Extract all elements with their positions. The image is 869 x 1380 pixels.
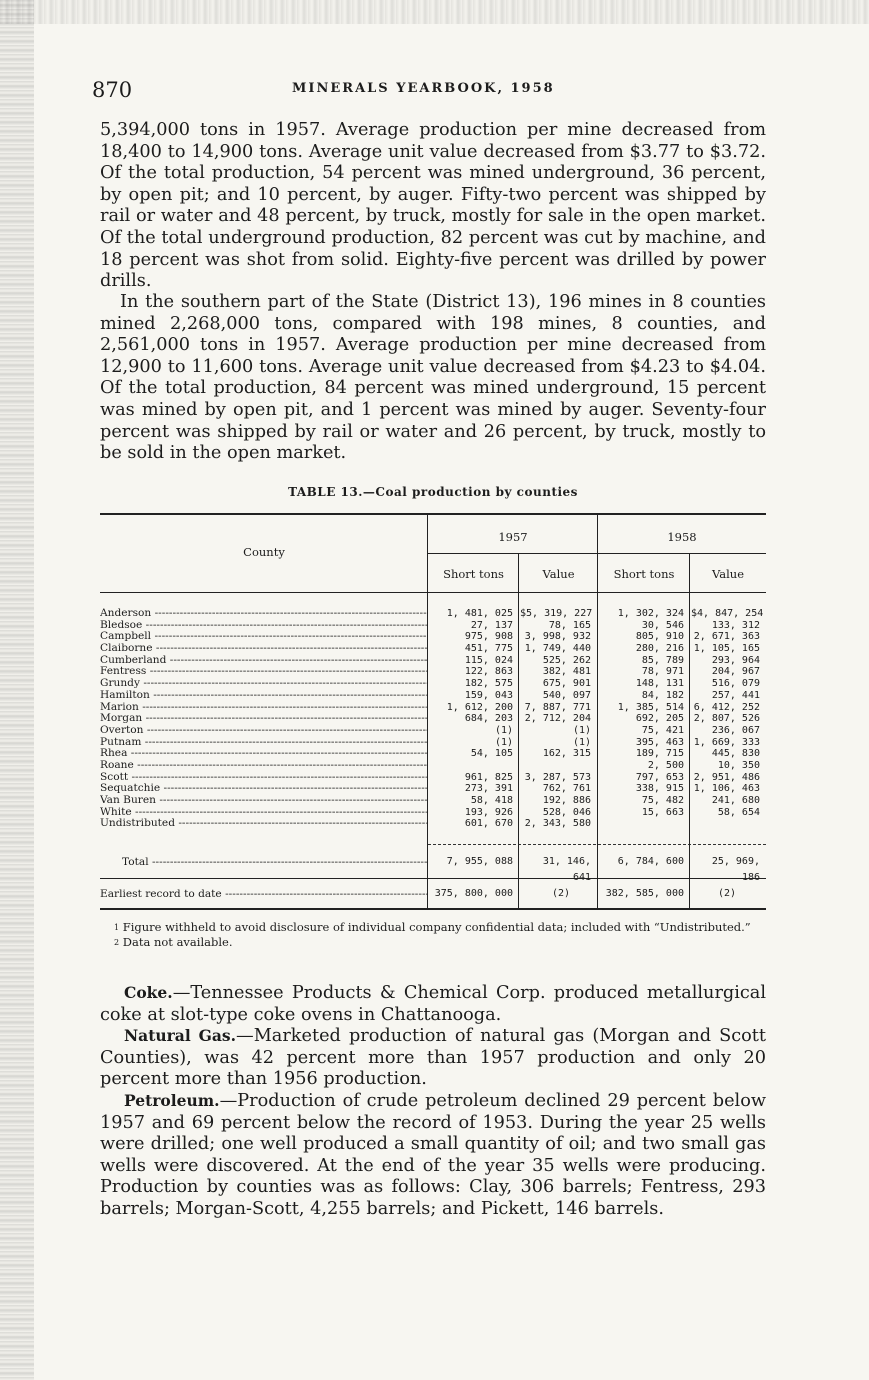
- value-1957-cell: 192, 886: [542, 795, 591, 806]
- petroleum-heading: Petroleum.: [124, 1091, 220, 1110]
- value-1958-cell: 10, 350: [717, 759, 760, 771]
- natural-gas-text: —Marketed production of natural gas (Morgan and Scott Counties), was 42 percent more than 1957 production and only 20 percent more than 1956 production.: [100, 1026, 767, 1090]
- value-1958-cell: 236, 067: [711, 724, 760, 736]
- value-1957-cell: 675, 901: [542, 678, 591, 690]
- coke-heading: Coke.: [124, 983, 173, 1002]
- short-tons-1958-header: Short tons: [613, 567, 675, 581]
- footnote-2-text: Data not available.: [122, 935, 233, 949]
- value-1957-cell: $5, 319, 227: [520, 608, 593, 619]
- county-name: Campbell -----: [100, 631, 428, 643]
- short-tons-1958-cell: 2, 500: [647, 759, 684, 771]
- value-1957-cell: [520, 760, 591, 772]
- short-tons-1957-cell: 975, 908: [464, 631, 513, 643]
- county-header: County: [243, 545, 285, 559]
- value-1958-cell: 1, 105, 165: [693, 643, 760, 655]
- footnote-2-mark: 2: [114, 938, 120, 947]
- footnote-1-mark: 1: [114, 923, 120, 932]
- short-tons-1957-cell: 684, 203: [464, 713, 513, 725]
- coke-paragraph: [100, 982, 766, 1026]
- county-name: Fentress -----: [100, 666, 428, 678]
- value-1957-cell: 540, 097: [542, 689, 591, 701]
- value-1958-cell: 241, 680: [711, 795, 760, 806]
- column-rule-4: [689, 554, 690, 910]
- year-1958-header: 1958: [667, 530, 697, 544]
- value-1958-cell: [691, 818, 760, 830]
- short-tons-1958-cell: 797, 653: [635, 771, 684, 783]
- footnote-2: [100, 935, 766, 950]
- value-1957-cell: 528, 046: [542, 806, 591, 818]
- short-tons-1957-cell: 159, 043: [464, 689, 513, 701]
- value-1957-cell: 7, 887, 771: [524, 701, 591, 713]
- short-tons-1957-cell: 961, 825: [464, 771, 513, 783]
- table-top-rule: [100, 513, 766, 515]
- value-1957-cell: 3, 287, 573: [524, 771, 591, 783]
- page-header: [92, 78, 772, 102]
- value-1957-cell: (1): [572, 724, 591, 736]
- value-1957-column: [520, 608, 591, 830]
- value-1957-cell: 2, 343, 580: [524, 818, 591, 830]
- short-tons-1957-cell: 451, 775: [464, 643, 513, 655]
- county-name: Hamilton -----: [100, 690, 428, 702]
- short-tons-1957-cell: 115, 024: [464, 654, 513, 666]
- short-tons-1957-cell: 193, 926: [464, 806, 513, 818]
- value-1958-cell: 445, 830: [711, 748, 760, 760]
- county-name: Roane -----: [100, 760, 428, 772]
- value-1957-cell: (1): [572, 736, 591, 748]
- short-tons-1957-cell: 122, 863: [464, 666, 513, 678]
- short-tons-1957-cell: 54, 105: [470, 748, 513, 760]
- value-1958-cell: 257, 441: [711, 689, 760, 701]
- short-tons-1958-cell: 84, 182: [641, 689, 684, 701]
- short-tons-1957-cell: (1): [494, 736, 513, 748]
- county-name: Sequatchie -----: [100, 783, 428, 795]
- coal-production-table: [100, 513, 766, 915]
- value-1958-cell: 2, 807, 526: [693, 713, 760, 725]
- value-1958-cell: 133, 312: [711, 619, 760, 631]
- short-tons-1957-cell: 1, 612, 200: [446, 701, 513, 713]
- value-1958-cell: 293, 964: [711, 654, 760, 666]
- short-tons-1958-column: [600, 608, 684, 830]
- short-tons-1958-cell: 692, 205: [635, 713, 684, 725]
- value-1957-cell: 3, 998, 932: [524, 631, 591, 643]
- natural-gas-paragraph: [100, 1025, 766, 1091]
- value-1958-cell: 204, 967: [711, 666, 760, 678]
- table-title: TABLE 13.—Coal production by counties: [288, 485, 578, 499]
- county-name: Bledsoe -----: [100, 620, 428, 632]
- value-1958-cell: 516, 079: [711, 678, 760, 690]
- short-tons-1957-column: [430, 608, 513, 830]
- total-label: Total -----: [122, 854, 428, 870]
- value-1957-cell: 78, 165: [548, 619, 591, 631]
- county-name: Cumberland -----: [100, 655, 428, 667]
- paragraph-2: In the southern part of the State (District 13), 196 mines in 8 counties mined 2,268,000 tons, compared with 198 mines, 8 counties, and 2,561,000 tons in 1957. Average production per mine decreased from 12,900 to 11,600 tons. Average unit value decreased from $4.23 to $4.04. Of the total production, 84 percent was mined underground, 15 percent was mined by open pit, and 1 percent was mined by auger. Seventy-four percent was shipped by rail or water and 26 percent, by truck, mostly to be sold in the open market.: [100, 292, 766, 464]
- short-tons-1958-cell: 1, 385, 514: [617, 701, 684, 713]
- short-tons-1957-cell: 58, 418: [470, 795, 513, 806]
- short-tons-1957-cell: 182, 575: [464, 678, 513, 690]
- table-bottom-rule: [100, 908, 766, 910]
- county-name: Undistributed -----: [100, 818, 428, 830]
- short-tons-1957-header: Short tons: [443, 567, 504, 581]
- earliest-value-1958: (2): [717, 888, 736, 899]
- total-value-1958: 25, 969, 186: [711, 856, 760, 883]
- value-1958-cell: 58, 654: [717, 806, 760, 818]
- county-name: Scott -----: [100, 772, 428, 784]
- county-name: Morgan -----: [100, 713, 428, 725]
- value-1958-header: Value: [712, 567, 744, 581]
- coke-text: —Tennessee Products & Chemical Corp. produced metallurgical coke at slot-type coke ovens in Chattanooga.: [100, 983, 766, 1025]
- earliest-tons-1958: 382, 585, 000: [605, 888, 684, 899]
- short-tons-1958-cell: 15, 663: [641, 806, 684, 818]
- earliest-value-1957: (2): [551, 888, 570, 899]
- value-1958-cell: 2, 951, 486: [693, 771, 760, 783]
- value-1957-cell: 2, 712, 204: [524, 713, 591, 725]
- earliest-tons-1957: 375, 800, 000: [434, 888, 513, 899]
- county-name: Marion -----: [100, 702, 428, 714]
- short-tons-1958-cell: 338, 915: [635, 783, 684, 795]
- value-1958-cell: $4, 847, 254: [691, 608, 764, 619]
- year-1957-header: 1957: [498, 530, 528, 544]
- value-1958-column: [691, 608, 764, 830]
- short-tons-1957-cell: (1): [494, 724, 513, 736]
- value-1957-header: Value: [542, 567, 575, 581]
- value-1958-cell: 1, 106, 463: [693, 783, 760, 795]
- running-title: MINERALS YEARBOOK, 1958: [292, 81, 555, 96]
- value-1957-cell: 1, 749, 440: [524, 643, 591, 655]
- county-column: [100, 608, 428, 830]
- header-bottom-rule: [100, 592, 766, 593]
- county-name: Claiborne -----: [100, 643, 428, 655]
- total-value-1957: 31, 146, 641: [542, 856, 591, 883]
- petroleum-paragraph: [100, 1090, 766, 1221]
- short-tons-1958-cell: 85, 789: [641, 654, 684, 666]
- value-1957-cell: 382, 481: [542, 666, 591, 678]
- short-tons-1958-cell: [600, 818, 684, 830]
- page-number: 870: [92, 78, 133, 102]
- petroleum-text: —Production of crude petroleum declined 29 percent below 1957 and 69 percent below the record of 1953. During the year 25 wells were drilled; one well produced a small quantity of oil; and two small gas wells were discovered. At the end of the year 35 wells were producing. Production by counties was as follows: Clay, 306 barrels; Fentress, 293 barrels; Morgan-Scott, 4,255 barrels; and Pickett, 146 barrels.: [100, 1091, 766, 1219]
- short-tons-1958-cell: 805, 910: [635, 631, 684, 643]
- short-tons-1958-cell: 78, 971: [641, 666, 684, 678]
- county-name: Grundy -----: [100, 678, 428, 690]
- county-name: Putnam -----: [100, 737, 428, 749]
- value-1958-cell: 2, 671, 363: [693, 631, 760, 643]
- short-tons-1957-cell: 273, 391: [464, 783, 513, 795]
- value-1957-cell: 762, 761: [542, 783, 591, 795]
- short-tons-1958-cell: 148, 131: [635, 678, 684, 690]
- value-1957-cell: 162, 315: [542, 748, 591, 760]
- footnotes: [100, 920, 766, 950]
- earliest-record-label: Earliest record to date -----: [100, 886, 428, 902]
- short-tons-1957-cell: 601, 670: [464, 818, 513, 830]
- value-1957-cell: 525, 262: [542, 654, 591, 666]
- short-tons-1957-cell: [430, 760, 513, 772]
- short-tons-1958-cell: 280, 216: [635, 643, 684, 655]
- county-name: Rhea -----: [100, 748, 428, 760]
- natural-gas-heading: Natural Gas.: [124, 1026, 236, 1045]
- footnote-1: [100, 920, 766, 935]
- value-1958-cell: 1, 669, 333: [693, 736, 760, 748]
- column-rule-2: [518, 554, 519, 910]
- short-tons-1958-cell: 75, 482: [641, 795, 684, 806]
- scan-edge-left: [0, 0, 34, 1380]
- short-tons-1958-cell: 1, 302, 324: [617, 608, 684, 619]
- county-name: White -----: [100, 807, 428, 819]
- short-tons-1957-cell: 27, 137: [470, 619, 513, 631]
- short-tons-1958-cell: 395, 463: [635, 736, 684, 748]
- county-name: Van Buren -----: [100, 795, 428, 807]
- short-tons-1958-cell: 30, 546: [641, 619, 684, 631]
- county-name: Overton -----: [100, 725, 428, 737]
- short-tons-1957-cell: 1, 481, 025: [446, 608, 513, 619]
- county-name: Anderson -----: [100, 608, 428, 620]
- total-tons-1958: 6, 784, 600: [617, 856, 684, 867]
- paragraph-1: 5,394,000 tons in 1957. Average production per mine decreased from 18,400 to 14,900 tons. Average unit value decreased from $3.77 to $3.72. Of the total production, 54 percent was mined underground, 36 percent, by open pit; and 10 percent, by auger. Fifty-two percent was shipped by rail or water and 48 percent, by truck, mostly for sale in the open market. Of the total underground production, 82 percent was cut by machine, and 18 percent was shot from solid. Eighty-five percent was drilled by power drills.: [100, 120, 766, 292]
- value-1958-cell: 6, 412, 252: [693, 701, 760, 713]
- total-tons-1957: 7, 955, 088: [446, 856, 513, 867]
- short-tons-1958-cell: 189, 715: [635, 748, 684, 760]
- footnote-1-text: Figure withheld to avoid disclosure of individual company confidential data; included with “Undistributed.”: [122, 920, 751, 934]
- earliest-top-rule: [100, 878, 766, 879]
- scan-edge-top: [0, 0, 869, 24]
- short-tons-1958-cell: 75, 421: [641, 724, 684, 736]
